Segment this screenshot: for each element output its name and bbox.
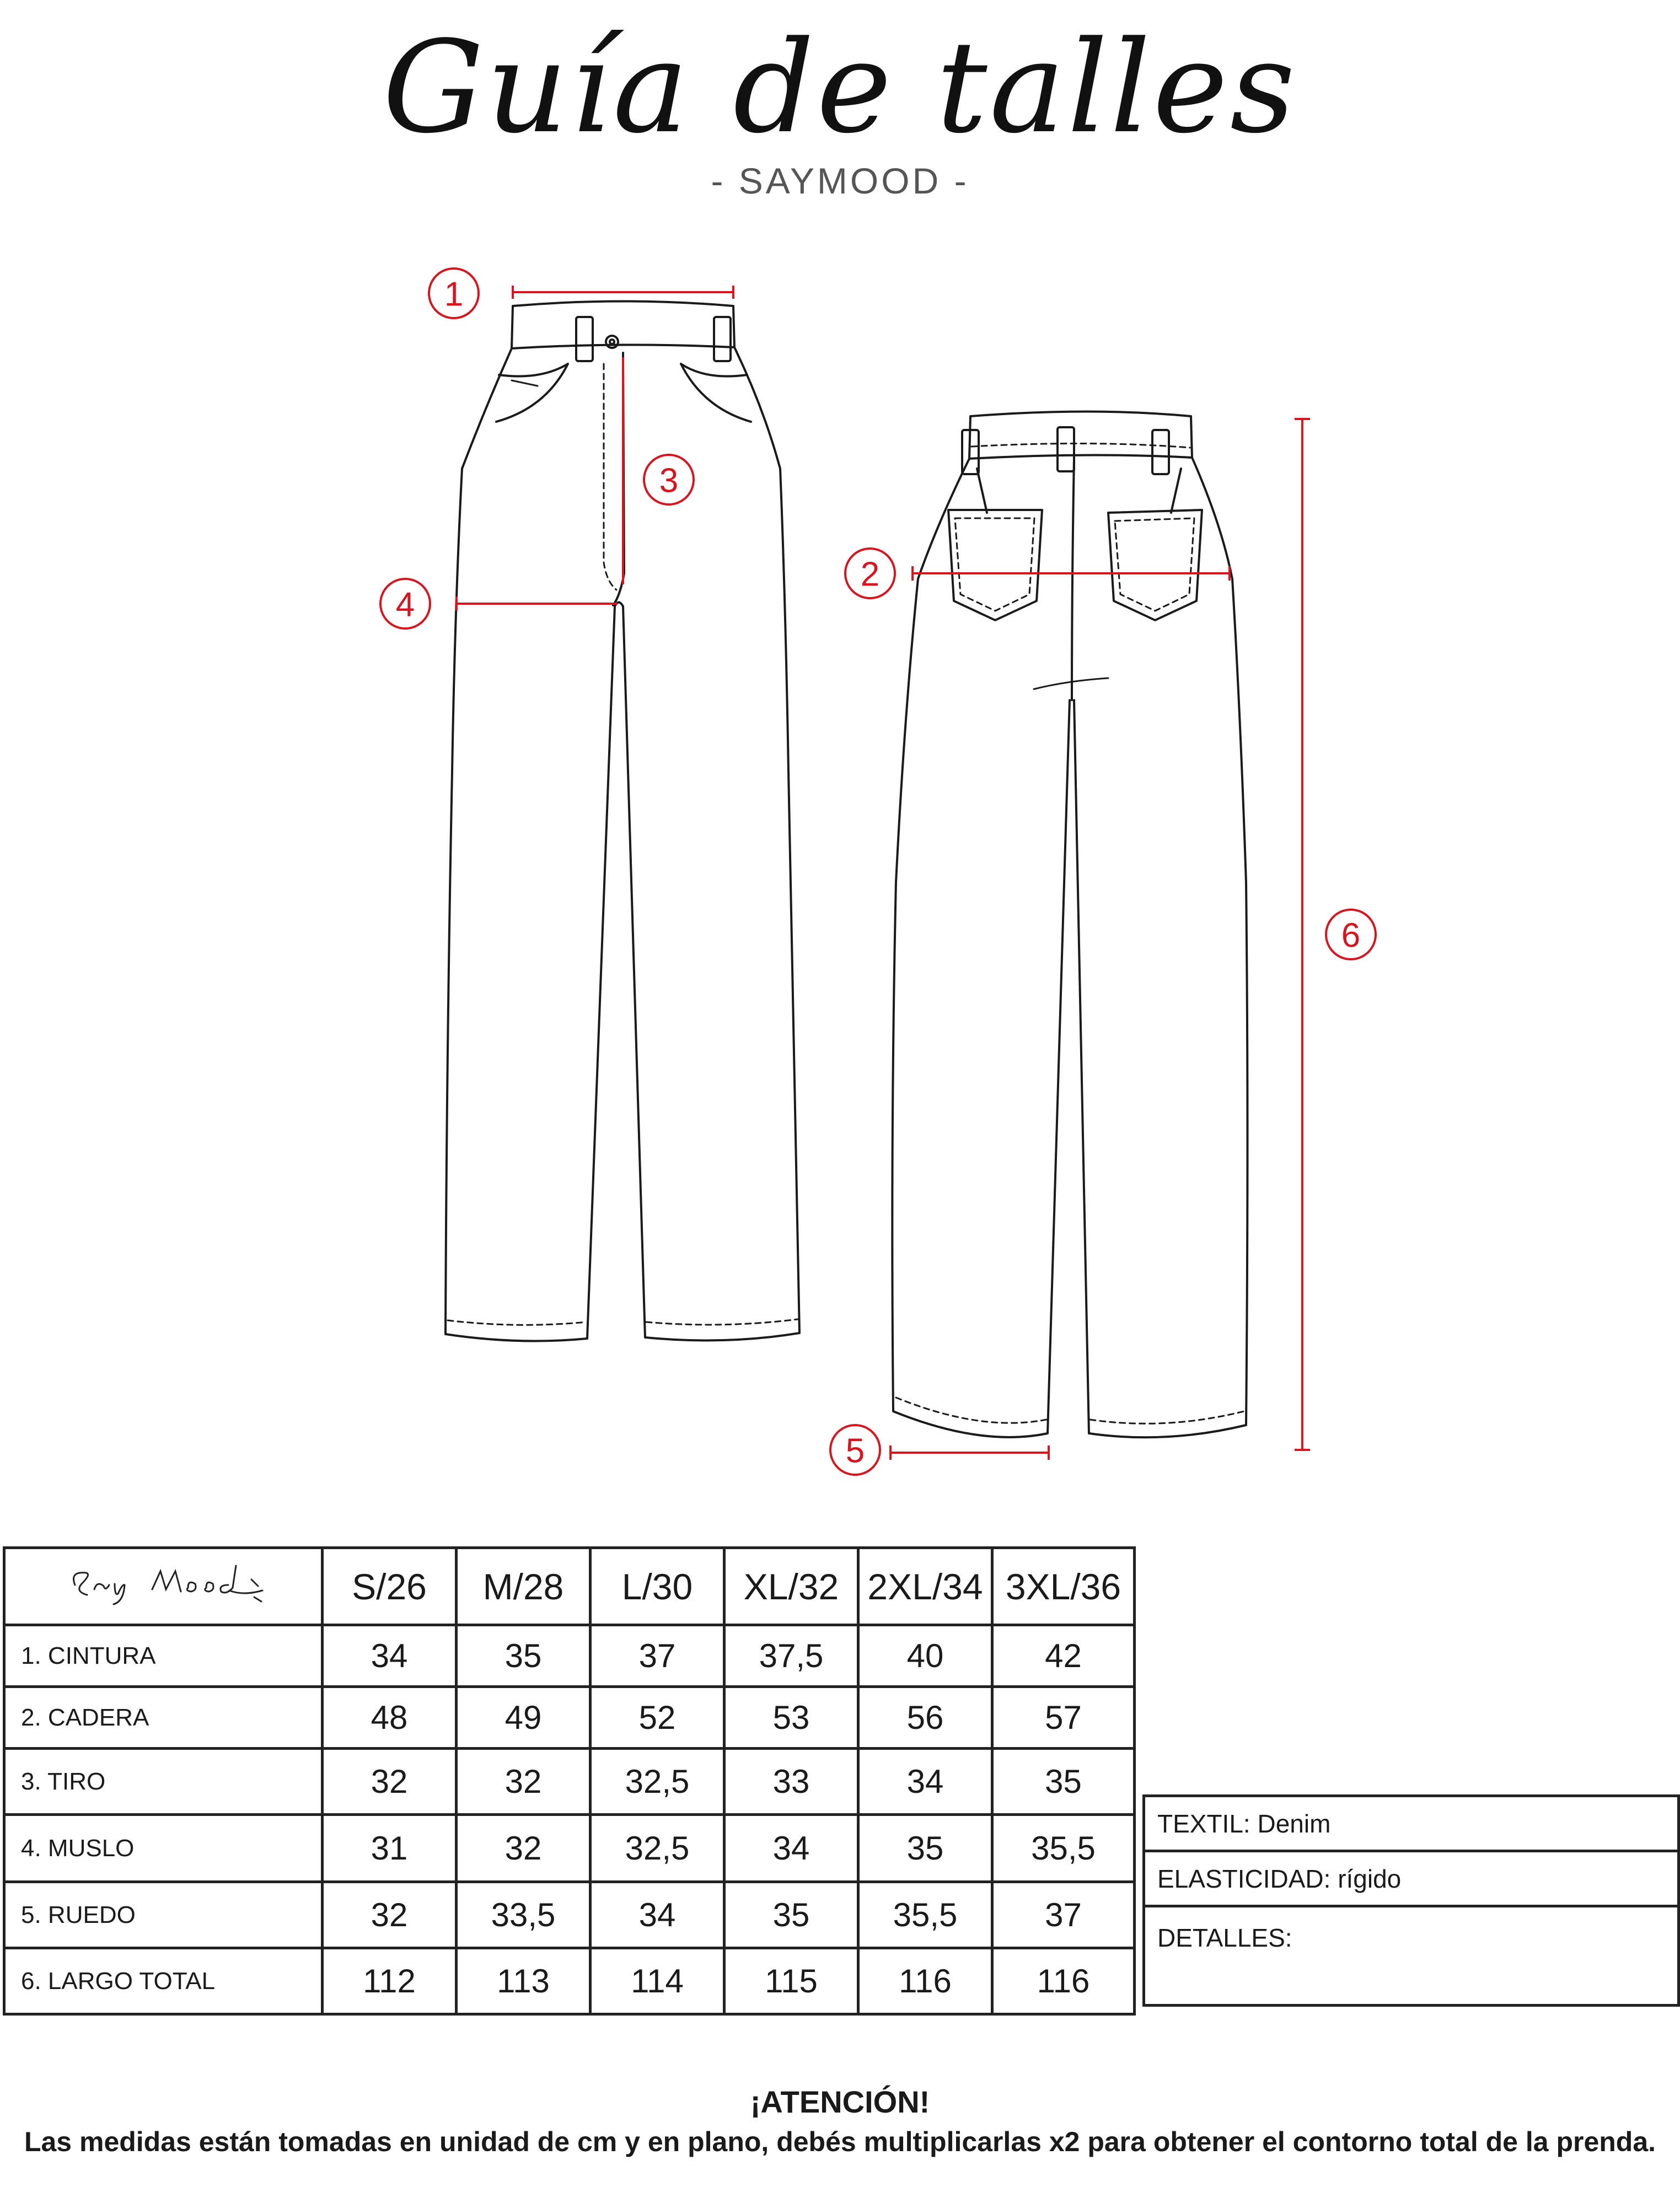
- table-cell: 112: [323, 1948, 457, 2014]
- table-row: [4, 1687, 1135, 1749]
- marker-1-label: 1: [444, 275, 464, 314]
- table-cell: 48: [323, 1687, 457, 1749]
- marker-2-label: 2: [860, 555, 880, 594]
- table-cell: 116: [992, 1948, 1135, 2014]
- table-cell: 32: [323, 1749, 457, 1815]
- table-cell: 32: [457, 1815, 591, 1882]
- row-label: 6. LARGO TOTAL: [4, 1948, 323, 2014]
- table-header-row: [4, 1548, 1135, 1625]
- table-cell: 113: [457, 1948, 591, 2014]
- table-cell: 35: [858, 1815, 992, 1882]
- size-header: XL/32: [724, 1548, 858, 1625]
- table-cell: 53: [724, 1687, 858, 1749]
- table-cell: 35,5: [992, 1815, 1135, 1882]
- table-cell: 114: [591, 1948, 724, 2014]
- table-cell: 42: [992, 1625, 1135, 1687]
- table-cell: 37: [992, 1882, 1135, 1948]
- table-row: [4, 1625, 1135, 1687]
- brand-signature: [53, 1557, 273, 1607]
- table-row: [4, 1882, 1135, 1948]
- page-title: Guía de talles: [383, 14, 1297, 162]
- marker-3-label: 3: [659, 461, 679, 500]
- row-label: 3. TIRO: [4, 1749, 323, 1815]
- marker-5-label: 5: [845, 1432, 865, 1470]
- table-cell: 33,5: [457, 1882, 591, 1948]
- brand-signature-cell: [4, 1548, 323, 1625]
- table-cell: 115: [724, 1948, 858, 2014]
- fabric-details-table: [1142, 1794, 1680, 2007]
- notice-title: ¡ATENCIÓN!: [750, 2084, 930, 2119]
- size-header: L/30: [591, 1548, 724, 1625]
- table-cell: 34: [724, 1815, 858, 1882]
- brand-subtitle: - SAYMOOD -: [711, 160, 969, 201]
- marker-6-label: 6: [1341, 916, 1361, 955]
- table-cell: 37,5: [724, 1625, 858, 1687]
- row-label: 4. MUSLO: [4, 1815, 323, 1882]
- table-cell: 32: [323, 1882, 457, 1948]
- table-cell: 32: [457, 1749, 591, 1815]
- table-cell: 49: [457, 1687, 591, 1749]
- table-cell: 35,5: [858, 1882, 992, 1948]
- notice-text: Las medidas están tomadas en unidad de cm y en plano, debés multiplicarlas x2 para obtener el contorno total de la prenda.: [24, 2126, 1656, 2157]
- table-cell: 34: [591, 1882, 724, 1948]
- size-header: M/28: [457, 1548, 591, 1625]
- row-label: 5. RUEDO: [4, 1882, 323, 1948]
- marker-4-label: 4: [395, 585, 415, 624]
- table-cell: 52: [591, 1687, 724, 1749]
- table-row: [4, 1815, 1135, 1882]
- table-cell: 116: [858, 1948, 992, 2014]
- size-table: [3, 1546, 1136, 2016]
- table-cell: 37: [591, 1625, 724, 1687]
- table-cell: 40: [858, 1625, 992, 1687]
- row-label: 1. CINTURA: [4, 1625, 323, 1687]
- back-pants-drawing: [892, 412, 1247, 1438]
- elasticity-field: ELASTICIDAD: rígido: [1144, 1851, 1679, 1906]
- table-cell: 32,5: [591, 1749, 724, 1815]
- table-row: [4, 1749, 1135, 1815]
- table-row: [4, 1948, 1135, 2014]
- table-cell: 35: [457, 1625, 591, 1687]
- table-cell: 35: [724, 1882, 858, 1948]
- table-cell: 57: [992, 1687, 1135, 1749]
- size-header: S/26: [323, 1548, 457, 1625]
- row-label: 2. CADERA: [4, 1687, 323, 1749]
- table-cell: 31: [323, 1815, 457, 1882]
- table-cell: 34: [323, 1625, 457, 1687]
- size-header: 3XL/36: [992, 1548, 1135, 1625]
- table-cell: 35: [992, 1749, 1135, 1815]
- details-field: DETALLES:: [1144, 1906, 1679, 2006]
- textil-field: TEXTIL: Denim: [1144, 1796, 1679, 1851]
- size-header: 2XL/34: [858, 1548, 992, 1625]
- table-cell: 34: [858, 1749, 992, 1815]
- table-cell: 56: [858, 1687, 992, 1749]
- table-cell: 33: [724, 1749, 858, 1815]
- table-cell: 32,5: [591, 1815, 724, 1882]
